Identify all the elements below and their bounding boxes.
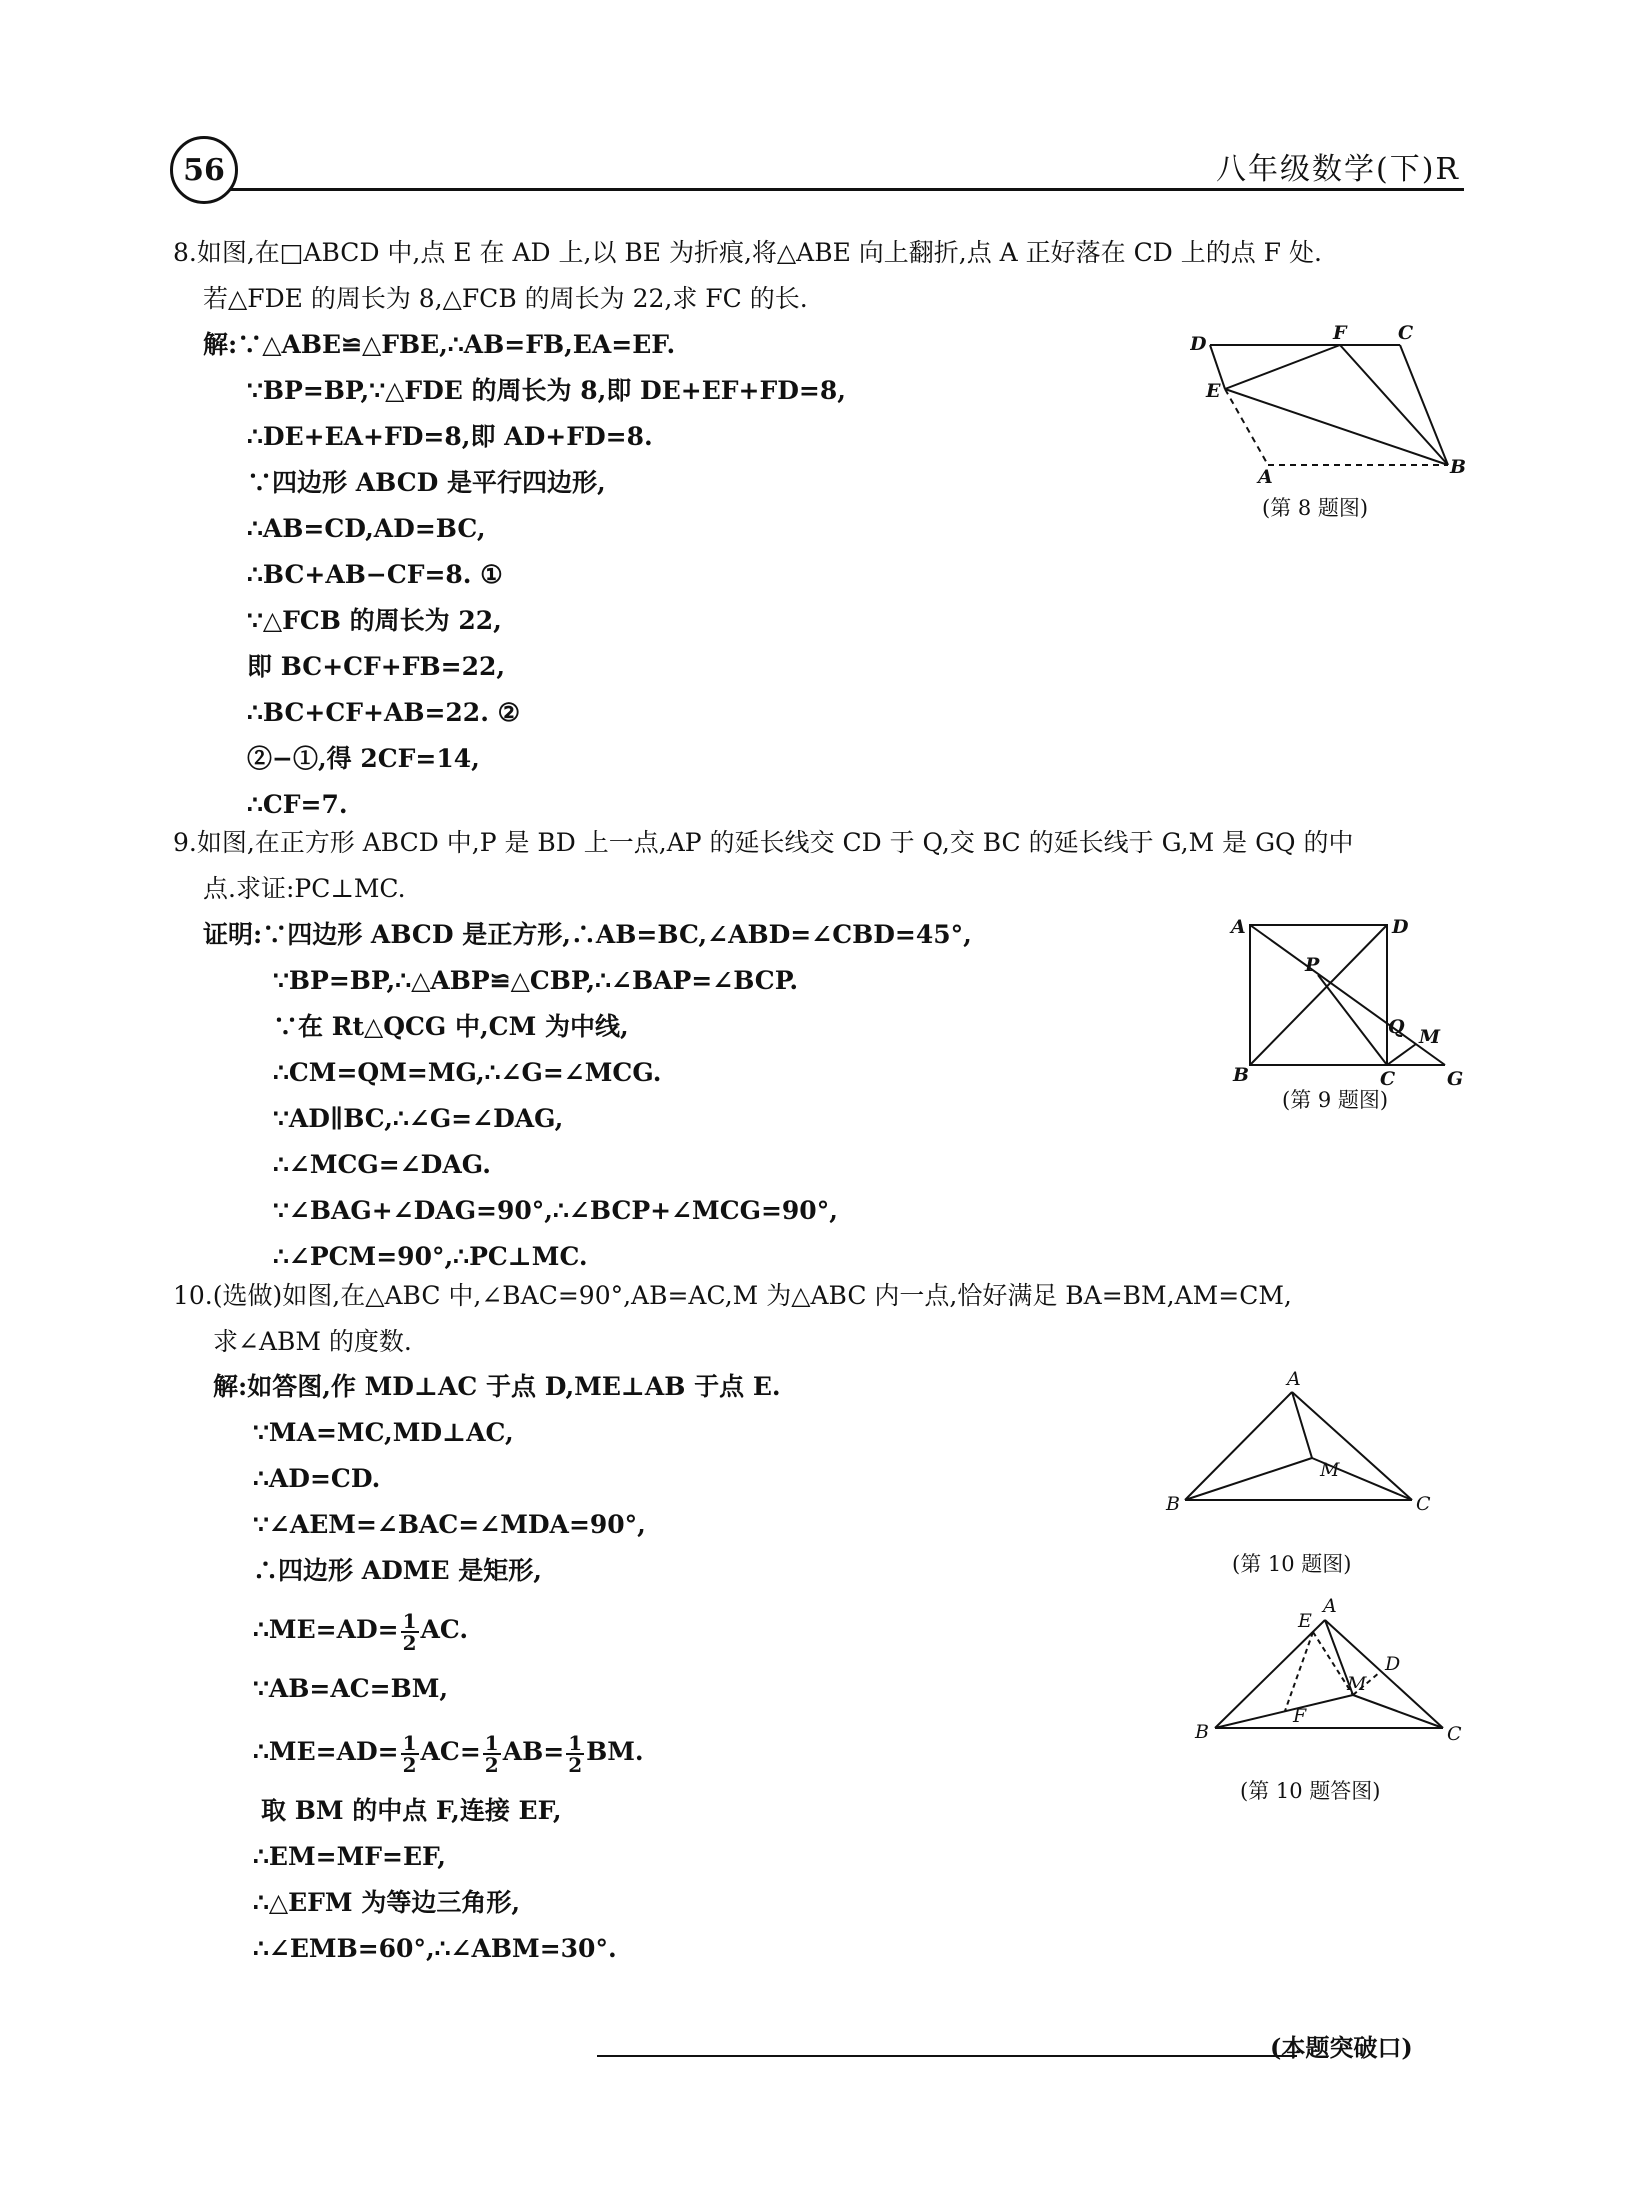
page-number: 56 bbox=[170, 136, 238, 204]
label-C: C bbox=[1416, 1493, 1431, 1515]
fraction-denominator: 2 bbox=[484, 1752, 499, 1777]
footer-rule bbox=[597, 2055, 1297, 2057]
label-G: G bbox=[1447, 1068, 1464, 1090]
solution-line: ∴DE+EA+FD=8,即 AD+FD=8. bbox=[247, 422, 653, 451]
q9-line: 点.求证:PC⊥MC. bbox=[203, 874, 406, 903]
solution-line: ∴BC+AB−CF=8. ① bbox=[247, 560, 503, 589]
fraction-numerator: 1 bbox=[484, 1730, 499, 1755]
q9-caption: (第 9 题图) bbox=[1282, 1088, 1389, 1112]
label-D: D bbox=[1190, 333, 1207, 355]
footer-label: (本题突破口) bbox=[1270, 2033, 1413, 2062]
segment-EA bbox=[1225, 389, 1268, 465]
segment-AB bbox=[1185, 1392, 1292, 1500]
label-B: B bbox=[1450, 456, 1467, 478]
expr-part: AC. bbox=[420, 1615, 469, 1644]
fraction-denominator: 2 bbox=[568, 1752, 583, 1777]
q10-caption: (第 10 题图) bbox=[1232, 1552, 1352, 1576]
fraction-numerator: 1 bbox=[402, 1730, 417, 1755]
solution-line: ∵AB=AC=BM, bbox=[253, 1674, 449, 1703]
label-B: B bbox=[1233, 1064, 1250, 1086]
fraction-denominator: 2 bbox=[402, 1752, 417, 1777]
label-A: A bbox=[1287, 1370, 1301, 1390]
q8-caption: (第 8 题图) bbox=[1262, 496, 1369, 520]
label-E: E bbox=[1298, 1610, 1312, 1632]
solution-line: ∵在 Rt△QCG 中,CM 为中线, bbox=[273, 1012, 629, 1041]
solution-line: ∴∠MCG=∠DAG. bbox=[273, 1150, 491, 1179]
header-rule bbox=[230, 188, 1464, 191]
solution-line: 解:∵△ABE≌△FBE,∴AB=FB,EA=EF. bbox=[203, 330, 676, 359]
solution-line: ∵∠AEM=∠BAC=∠MDA=90°, bbox=[253, 1510, 646, 1539]
fraction bbox=[401, 1608, 419, 1655]
fraction-denominator: 2 bbox=[402, 1630, 417, 1655]
solution-line: ∴四边形 ADME 是矩形, bbox=[253, 1556, 542, 1585]
fraction-numerator: 1 bbox=[568, 1730, 583, 1755]
expr-part: AB= bbox=[502, 1737, 565, 1766]
label-A: A bbox=[1323, 1595, 1337, 1617]
segment-AC bbox=[1292, 1392, 1412, 1500]
solution-line: ②−①,得 2CF=14, bbox=[247, 744, 480, 773]
solution-line: ∴∠EMB=60°,∴∠ABM=30°. bbox=[253, 1934, 617, 1963]
label-M: M bbox=[1320, 1459, 1340, 1481]
q8-solution bbox=[203, 322, 846, 828]
segment-CB bbox=[1400, 345, 1448, 465]
q9-statement bbox=[173, 820, 1463, 912]
solution-line: ∵AD∥BC,∴∠G=∠DAG, bbox=[273, 1104, 564, 1133]
segment-BM bbox=[1215, 1695, 1353, 1728]
fraction bbox=[401, 1730, 419, 1777]
q10-answer-figure bbox=[1185, 1590, 1475, 1750]
q10-statement bbox=[173, 1273, 1463, 1365]
segment-EF bbox=[1285, 1632, 1313, 1711]
q10-line: 求∠ABM 的度数. bbox=[213, 1327, 412, 1356]
q10-figure bbox=[1160, 1370, 1460, 1530]
solution-line: ∵MA=MC,MD⊥AC, bbox=[253, 1418, 514, 1447]
solution-line: 取 BM 的中点 F,连接 EF, bbox=[261, 1796, 562, 1825]
label-C: C bbox=[1447, 1723, 1462, 1745]
fraction-numerator: 1 bbox=[402, 1608, 417, 1633]
q10-solution bbox=[213, 1364, 781, 1972]
segment-CM bbox=[1387, 1044, 1416, 1065]
q10-answer-caption: (第 10 题答图) bbox=[1240, 1779, 1381, 1803]
q8-figure bbox=[1190, 325, 1470, 485]
expr-part: ∴ME=AD= bbox=[253, 1737, 399, 1766]
label-F: F bbox=[1333, 325, 1347, 344]
solution-line: ∴AD=CD. bbox=[253, 1464, 381, 1493]
q9-figure bbox=[1225, 915, 1475, 1090]
label-A: A bbox=[1231, 916, 1246, 938]
segment-MC bbox=[1353, 1695, 1443, 1728]
q8-line: 若△FDE 的周长为 8,△FCB 的周长为 22,求 FC 的长. bbox=[203, 284, 808, 313]
label-A: A bbox=[1258, 466, 1273, 485]
solution-line: ∴△EFM 为等边三角形, bbox=[253, 1888, 521, 1917]
q9-line: 9.如图,在正方形 ABCD 中,P 是 BD 上一点,AP 的延长线交 CD 于 Q,交 BC 的延长线于 G,M 是 GQ 的中 bbox=[173, 828, 1354, 857]
segment-AB bbox=[1215, 1620, 1325, 1728]
solution-line: ∴BC+CF+AB=22. ② bbox=[247, 698, 521, 727]
solution-line: ∵∠BAG+∠DAG=90°,∴∠BCP+∠MCG=90°, bbox=[273, 1196, 838, 1225]
label-D: D bbox=[1392, 916, 1409, 938]
label-C: C bbox=[1380, 1068, 1396, 1090]
q9-solution bbox=[203, 912, 972, 1280]
segment-PC bbox=[1318, 975, 1387, 1065]
solution-line: ∵△FCB 的周长为 22, bbox=[247, 606, 502, 635]
label-P: P bbox=[1305, 954, 1320, 976]
solution-line: ∴EM=MF=EF, bbox=[253, 1842, 446, 1871]
label-Q: Q bbox=[1388, 1016, 1405, 1038]
expr-part: AC= bbox=[420, 1737, 481, 1766]
solution-line: ∴CM=QM=MG,∴∠G=∠MCG. bbox=[273, 1058, 662, 1087]
q8-statement bbox=[173, 230, 1463, 322]
solution-line: 解:如答图,作 MD⊥AC 于点 D,ME⊥AB 于点 E. bbox=[213, 1372, 781, 1401]
solution-line bbox=[213, 1716, 781, 1788]
solution-line: ∴CF=7. bbox=[247, 790, 348, 819]
solution-line: ∴AB=CD,AD=BC, bbox=[247, 514, 486, 543]
diagonal-BD bbox=[1250, 925, 1387, 1065]
solution-line: 即 BC+CF+FB=22, bbox=[247, 652, 506, 681]
q10-line: 10.(选做)如图,在△ABC 中,∠BAC=90°,AB=AC,M 为△ABC 内一点,恰好满足 BA=BM,AM=CM, bbox=[173, 1281, 1292, 1310]
header-title: 八年级数学(下)R bbox=[1216, 152, 1460, 187]
segment-EF bbox=[1225, 345, 1340, 389]
fraction bbox=[566, 1730, 584, 1777]
solution-line: ∴∠PCM=90°,∴PC⊥MC. bbox=[273, 1242, 588, 1271]
solution-line bbox=[213, 1594, 781, 1666]
label-B: B bbox=[1195, 1721, 1209, 1743]
label-E: E bbox=[1206, 380, 1221, 402]
segment-BM bbox=[1185, 1458, 1312, 1500]
label-M: M bbox=[1347, 1673, 1367, 1695]
fraction bbox=[483, 1730, 501, 1777]
label-C: C bbox=[1398, 325, 1414, 344]
solution-line: ∵四边形 ABCD 是平行四边形, bbox=[247, 468, 606, 497]
solution-line: ∵BP=BP,∴△ABP≌△CBP,∴∠BAP=∠BCP. bbox=[273, 966, 799, 995]
label-D: D bbox=[1385, 1653, 1401, 1675]
q8-line: 8.如图,在□ABCD 中,点 E 在 AD 上,以 BE 为折痕,将△ABE 向上翻折,点 A 正好落在 CD 上的点 F 处. bbox=[173, 238, 1322, 267]
expr-part: BM. bbox=[586, 1737, 644, 1766]
label-F: F bbox=[1293, 1705, 1307, 1727]
solution-line: 证明:∵四边形 ABCD 是正方形,∴AB=BC,∠ABD=∠CBD=45°, bbox=[203, 920, 972, 949]
label-B: B bbox=[1166, 1493, 1180, 1515]
solution-line: ∵BP=BP,∵△FDE 的周长为 8,即 DE+EF+FD=8, bbox=[247, 376, 846, 405]
label-M: M bbox=[1419, 1026, 1441, 1048]
segment-AC bbox=[1325, 1620, 1443, 1728]
expr-part: ∴ME=AD= bbox=[253, 1615, 399, 1644]
